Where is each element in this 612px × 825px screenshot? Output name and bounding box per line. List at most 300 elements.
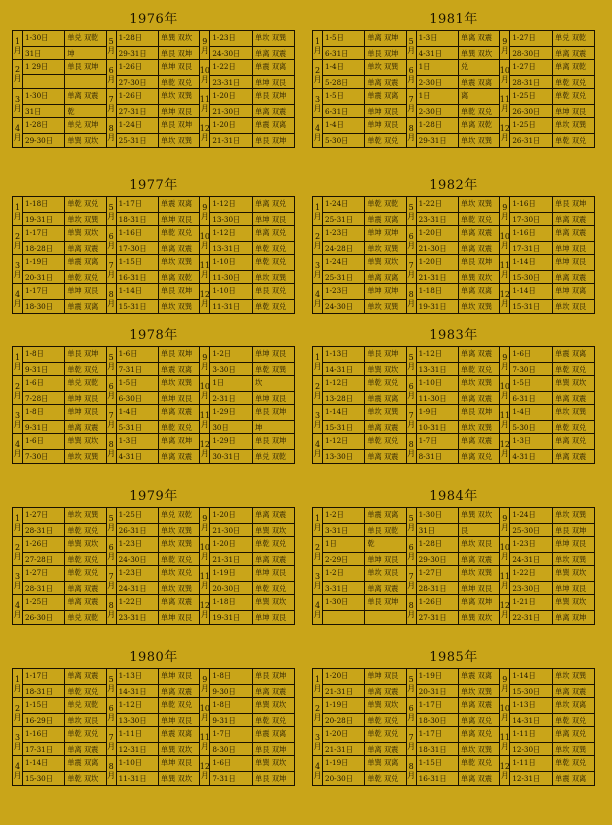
date-row [210,669,294,684]
trigram-text: 单坎 双巽 [552,743,594,757]
date-row [323,756,406,771]
month-label: 9月 [200,31,210,61]
date-row [210,537,294,552]
trigram-text: 单坤 双艮 [64,405,105,420]
month-section [500,31,594,60]
date-row [323,434,406,449]
date-row [323,347,406,362]
date-range: 2-30日 [418,78,442,87]
year-title: 1985年 [429,650,478,665]
year-grid [12,507,295,625]
date-range: 16-31日 [418,774,447,783]
date-row [117,60,200,75]
date-row [417,756,500,771]
date-range: 20-28日 [325,716,353,725]
date-row [210,552,294,567]
date-row [323,60,406,75]
date-range: 21-31日 [418,273,447,282]
month-section [313,89,407,118]
month-rows [23,669,106,699]
date-range: 1-6日 [25,378,44,387]
month-rows [510,31,594,61]
date-range: 1-20日 [212,91,236,100]
date-range: 23-31日 [118,613,147,622]
month-section [313,347,407,376]
month-section [13,197,107,226]
month-rows [210,31,294,61]
date-row [23,508,106,523]
month-label: 2月 [13,698,23,728]
date-range: 1-20日 [325,729,349,738]
date-row [323,133,406,148]
date-row [510,31,594,46]
date-row [117,75,200,90]
month-section [13,537,107,566]
date-range: 1-28日 [118,33,142,42]
month-rows [323,89,406,119]
month-section [13,405,107,434]
month-rows [417,405,500,435]
date-row [323,299,406,314]
date-row [117,31,200,46]
month-section [107,376,201,405]
month-label: 12月 [500,284,510,314]
date-range: 15-31日 [512,302,541,311]
month-rows [510,197,594,227]
month-section [407,698,501,727]
date-row [510,756,594,771]
trigram-text: 单震 双离 [364,392,405,406]
trigram-text: 单震 双离 [252,118,294,133]
trigram-text: 单巽 双坎 [552,566,594,581]
date-row [417,434,500,449]
month-label: 10月 [200,60,210,90]
month-section [500,595,594,624]
month-label: 11月 [500,255,510,285]
date-row [510,610,594,625]
date-row [417,197,500,212]
date-row [210,742,294,757]
trigram-text: 单震 双离 [458,669,499,684]
trigram-text: 单坤 双艮 [158,756,199,771]
trigram-text: 单乾 双兑 [458,213,499,227]
date-range: 24-30日 [212,49,241,58]
month-label: 12月 [200,434,210,464]
month-label: 1月 [313,669,323,699]
month-label: 8月 [407,284,417,314]
date-row [510,46,594,61]
date-range: 4-31日 [512,452,536,461]
trigram-text: 单坤 双艮 [252,392,294,406]
date-row [510,727,594,742]
date-range: 1-25日 [118,510,142,519]
trigram-text: 单坎 双艮 [364,566,405,581]
date-range: 1-17日 [118,199,142,208]
trigram-text: 单坎 双巽 [458,743,499,757]
month-section [407,727,501,756]
month-label: 10月 [500,226,510,256]
date-row [117,212,200,227]
month-rows [510,727,594,757]
month-rows [23,60,106,88]
trigram-text: 单艮 双坤 [158,347,199,362]
date-row [117,241,200,256]
date-range: 18-30日 [25,302,53,311]
date-range: 30-31日 [212,452,241,461]
trigram-text: 单乾 双兑 [364,376,405,391]
month-rows [417,595,500,625]
year-grid [312,346,595,464]
month-label: 5月 [107,31,117,61]
date-row [23,727,106,742]
trigram-text: 单离 双震 [552,450,594,464]
date-range: 1-14日 [512,286,536,295]
month-label: 1月 [13,31,23,61]
date-range: 1-26日 [118,62,142,71]
month-label: 5月 [107,347,117,377]
date-range: 1-10日 [212,286,236,295]
date-range: 1-7日 [418,436,438,445]
date-range: 19-31日 [212,613,241,622]
date-row [23,270,106,285]
date-range: 1-11日 [118,729,142,738]
date-row [417,684,500,699]
month-rows [210,89,294,119]
date-row [210,405,294,420]
month-label: 8月 [407,756,417,786]
date-range: 1-15日 [25,700,49,709]
date-range: 26-30日 [512,107,541,116]
date-row [210,212,294,227]
trigram-text: 乾 [64,105,105,119]
date-row [417,405,500,420]
month-rows [323,118,406,148]
month-label: 11月 [200,566,210,596]
date-range: 18-31日 [25,687,53,696]
month-label: 12月 [500,756,510,786]
date-row [23,133,106,148]
date-range: 1-6日 [118,349,138,358]
month-section [200,537,294,566]
trigram-text: 单巽 双坎 [158,772,199,786]
date-range: 24-30日 [118,555,147,564]
trigram-text: 单离 双震 [252,685,294,699]
month-section [407,255,501,284]
month-rows [417,226,500,256]
month-rows [117,756,200,786]
date-row [210,508,294,523]
year-block [12,176,295,314]
trigram-text: 单乾 双坎 [64,772,105,786]
month-rows [117,284,200,314]
trigram-text: 单兑 双乾 [552,31,594,46]
date-range: 1-23日 [325,286,349,295]
date-range: 29-30日 [25,136,53,145]
date-row [210,756,294,771]
date-row [510,713,594,728]
date-row [417,133,500,148]
date-range: 1-28日 [418,539,442,548]
trigram-text: 单乾 双兑 [64,271,105,285]
month-section [107,60,201,89]
month-section [13,226,107,255]
trigram-text: 单艮 双坤 [158,284,199,299]
date-range: 10-31日 [418,423,447,432]
trigram-text: 单乾 双兑 [364,714,405,728]
trigram-text: 单乾 双兑 [158,698,199,713]
trigram-text: 单离 双震 [552,213,594,227]
date-row [510,376,594,391]
trigram-text: 单离 双震 [364,450,405,464]
month-rows [417,197,500,227]
year-grid [312,30,595,148]
date-range: 23-31日 [212,78,241,87]
month-section [107,669,201,698]
month-label: 8月 [407,118,417,148]
date-row [23,362,106,377]
date-row [417,523,500,538]
date-range: 1-3日 [512,436,532,445]
month-label: 2月 [313,376,323,406]
year-title: 1984年 [429,489,478,504]
month-rows [23,89,106,119]
trigram-text: 单离 双震 [64,242,105,256]
date-row [323,362,406,377]
date-row [23,376,106,391]
trigram-text: 单艮 双坤 [252,89,294,104]
date-range: 1-5日 [325,91,344,100]
month-label: 9月 [200,197,210,227]
date-range: 1-23日 [512,539,536,548]
month-label: 11月 [200,89,210,119]
trigram-text: 单乾 双兑 [64,685,105,699]
month-section [500,226,594,255]
date-row [117,508,200,523]
month-rows [323,698,406,728]
month-section [407,756,501,785]
trigram-text: 单坤 双艮 [158,611,199,625]
date-range: 20-30日 [212,584,241,593]
trigram-text: 单坎 双巽 [158,255,199,270]
month-rows [117,537,200,567]
date-range: 27-30日 [118,78,147,87]
month-label: 4月 [313,756,323,786]
trigram-text: 单乾 双兑 [458,756,499,771]
date-row [510,684,594,699]
date-row [510,104,594,119]
date-range: 9-31日 [25,365,49,374]
trigram-text: 单坤 双艮 [364,553,405,567]
month-section [407,537,501,566]
month-rows [417,347,500,377]
date-range: 31日 [418,526,435,535]
year-title: 1980年 [129,650,178,665]
trigram-text: 单乾 双兑 [158,553,199,567]
date-range: 19-31日 [418,302,447,311]
month-rows [510,60,594,90]
month-label: 7月 [107,405,117,435]
month-rows [117,727,200,757]
trigram-text: 单巽 双坎 [252,524,294,538]
trigram-text: 单坎 双巽 [364,60,405,75]
date-row [117,684,200,699]
month-label: 2月 [13,60,23,88]
trigram-text: 单巽 双坎 [64,434,105,449]
month-rows [510,434,594,464]
date-range: 1-4日 [512,407,532,416]
date-row [417,270,500,285]
year-grid [312,668,595,786]
month-rows [117,405,200,435]
year-block [312,487,595,625]
date-range: 18-30日 [418,716,447,725]
date-range: 1-20日 [212,539,236,548]
month-section [500,434,594,463]
trigram-text: 单震 双离 [252,60,294,75]
month-label: 3月 [13,405,23,435]
month-section [13,376,107,405]
month-label: 12月 [500,595,510,625]
trigram-text: 单乾 双兑 [552,134,594,148]
month-label: 8月 [107,756,117,786]
month-section [407,376,501,405]
date-range: 1-4日 [118,407,138,416]
date-range: 28-31日 [25,526,53,535]
month-rows [210,727,294,757]
date-range: 25-31日 [325,273,353,282]
month-section [200,284,294,313]
date-row [210,133,294,148]
date-range: 1-29日 [212,407,236,416]
date-row [210,347,294,362]
year-title: 1982年 [429,178,478,193]
year-block [312,176,595,314]
month-label: 4月 [13,756,23,786]
trigram-text: 单坎 双巽 [364,300,405,314]
date-row [510,284,594,299]
month-section [313,698,407,727]
date-range: 6-31日 [325,107,349,116]
month-section [500,566,594,595]
month-rows [210,118,294,148]
date-range: 1-28日 [418,120,442,129]
date-range: 29-31日 [418,136,447,145]
trigram-text: 单艮 双坤 [252,743,294,757]
date-row [23,46,106,61]
date-row [417,713,500,728]
date-range: 1-11日 [512,729,536,738]
month-label: 4月 [313,284,323,314]
month-label: 3月 [13,89,23,119]
month-rows [323,405,406,435]
date-row [23,255,106,270]
month-label: 4月 [13,595,23,625]
trigram-text: 单乾 双兑 [252,255,294,270]
date-row [417,595,500,610]
month-section [407,226,501,255]
date-range: 28-31日 [512,78,541,87]
date-range: 16-29日 [25,716,53,725]
date-row [417,299,500,314]
date-row [417,698,500,713]
date-row [323,669,406,684]
month-rows [117,434,200,464]
trigram-text: 单巽 双坎 [64,134,105,148]
month-label: 9月 [500,669,510,699]
trigram-text: 单乾 双兑 [158,226,199,241]
month-rows [117,31,200,61]
month-section [407,405,501,434]
year-grid [12,30,295,148]
date-row [210,376,294,391]
date-row [210,449,294,464]
date-range: 1-8日 [212,700,232,709]
date-range: 5-28日 [325,78,349,87]
date-row [117,89,200,104]
date-range: 1-8日 [212,671,232,680]
date-range: 1-6日 [512,349,532,358]
date-range: 13-30日 [212,215,241,224]
month-rows [417,698,500,728]
date-row [510,255,594,270]
trigram-text: 单坤 双离 [552,284,594,299]
trigram-text: 单坎 双巽 [552,118,594,133]
trigram-text: 单坎 双巽 [552,669,594,684]
month-rows [417,284,500,314]
month-rows [23,255,106,285]
trigram-text: 单乾 双兑 [64,197,105,212]
date-range: 1-20日 [418,228,442,237]
date-row [23,104,106,119]
month-rows [510,669,594,699]
month-rows [117,376,200,406]
date-range: 1-27日 [25,510,49,519]
year-grid [312,196,595,314]
month-rows [417,566,500,596]
month-section [13,698,107,727]
date-range: 17-31日 [512,244,541,253]
date-range: 4-31日 [118,452,142,461]
month-label: 10月 [200,376,210,406]
year-block [12,648,295,786]
date-row [510,75,594,90]
month-section [407,434,501,463]
month-rows [510,118,594,148]
month-rows [117,89,200,119]
date-row [210,595,294,610]
month-section [107,405,201,434]
trigram-text: 单离 双离 [364,271,405,285]
date-range: 13-28日 [325,394,353,403]
month-section [407,89,501,118]
date-row [210,31,294,46]
date-row [210,434,294,449]
year-title: 1977年 [129,178,178,193]
month-label: 12月 [200,756,210,786]
month-rows [117,698,200,728]
month-rows [417,60,500,90]
trigram-text: 单震 双离 [364,213,405,227]
month-label: 9月 [500,31,510,61]
date-range: 14-31日 [118,687,147,696]
year-block [312,10,595,148]
trigram-text: 单离 双震 [458,242,499,256]
month-section [407,508,501,537]
month-label: 4月 [313,118,323,148]
date-range: 15-30日 [512,273,541,282]
month-rows [210,405,294,435]
date-range: 1-23日 [212,33,236,42]
